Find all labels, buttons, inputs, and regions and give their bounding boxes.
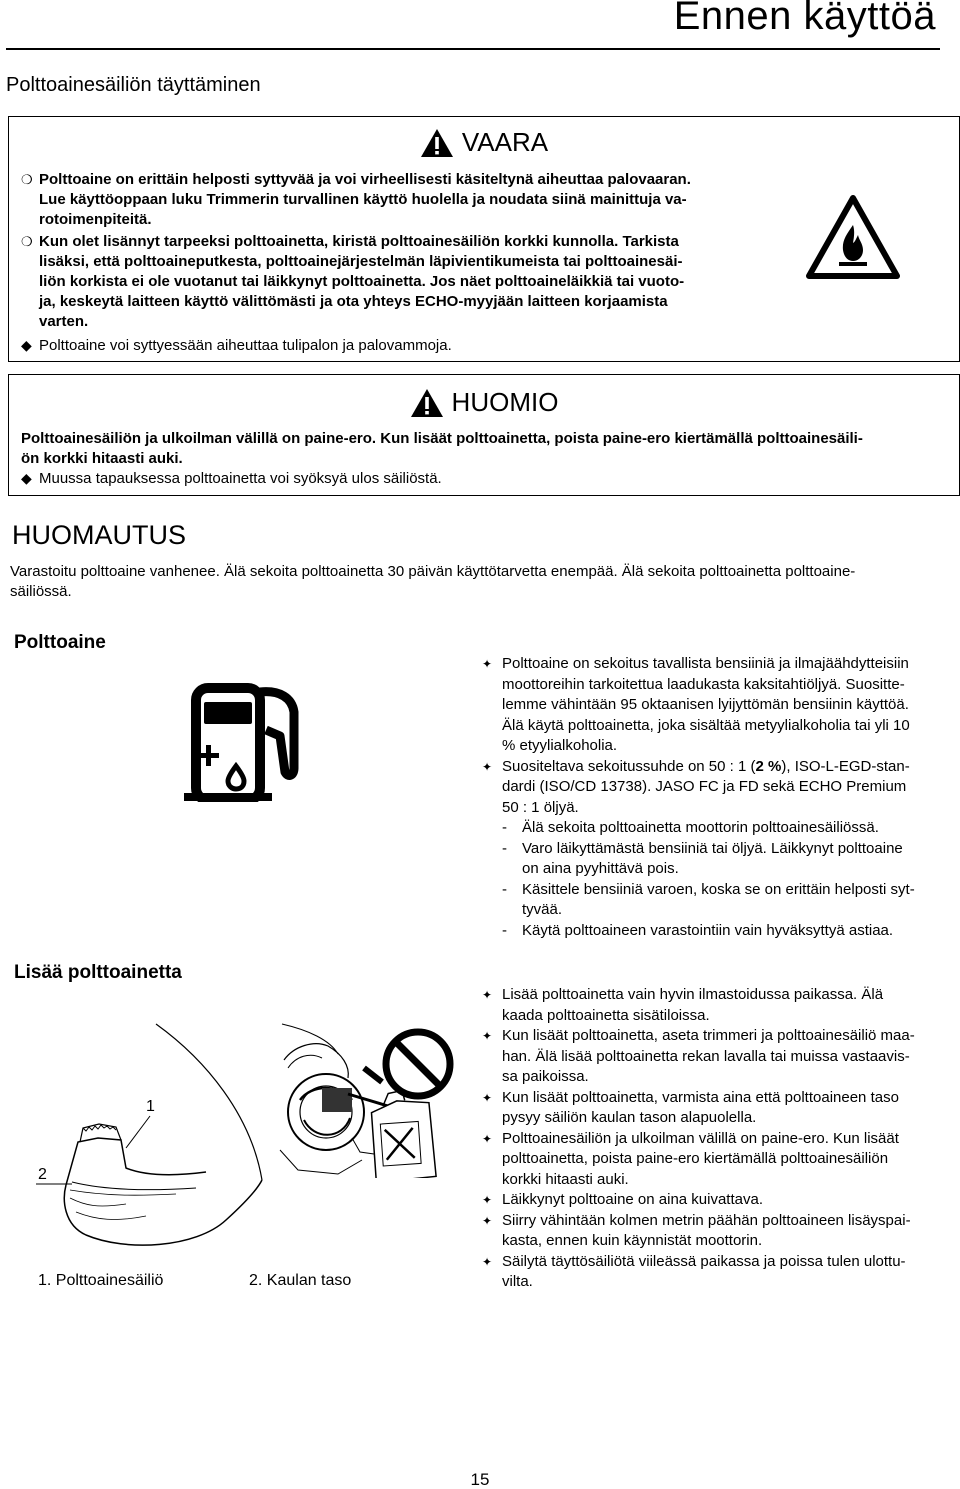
list-item: ✦ Polttoaine on sekoitus tavallista bensiiniä ja ilmajäähdytteisiin moottoreihin tarkoitettua laadukasta kaksitahtiöljyä. Suositte- lemme vähintään 95 oktaanisen lyijyttömän bensiinin käyttöä. Älä käytä polttoainetta, joka sisältää metyylialkoholia tai yli 10 % etyylialkoholia. — [482, 655, 910, 754]
danger-item-3: Polttoaine voi syttyessään aiheuttaa tulipalon ja palovammoja. — [39, 337, 452, 354]
figure-label-2: 2 — [38, 1166, 47, 1183]
notice-text: Varastoitu polttoaine vanhenee. Älä sekoita polttoainetta 30 päivän käyttötarvetta enempää. Älä sekoita polttoainetta polttoaine- säiliössä. — [10, 563, 856, 600]
bullet-icon: ✦ — [482, 1029, 493, 1043]
dash-item: - Älä sekoita polttoainetta moottorin polttoainesäiliössä. — [502, 819, 879, 836]
figure-label-1: 1 — [146, 1098, 155, 1115]
figure-caption-1: 1. Polttoainesäiliö — [38, 1272, 164, 1289]
list-item: ✦ Kun lisäät polttoainetta, aseta trimmeri ja polttoainesäiliö maa- han. Älä lisää polttoainetta rekan lavalla tai muissa vastaavis- sa paikoissa. — [482, 1027, 915, 1085]
list-item: ✦ Läikkynyt polttoaine on aina kuivattava. — [482, 1190, 960, 1211]
dash-item: - Varo läikyttämästä bensiiniä tai öljyä. Läikkynyt polttoaine on aina pyyhittävä pois. — [502, 839, 903, 877]
list-item: ✦ Suositeltava sekoitussuhde on 50 : 1 (2 %), ISO-L-EGD-stan- dardi (ISO/CD 13738). JASO FC ja FD sekä ECHO Premium 50 : 1 öljyä. — [482, 757, 910, 816]
caution-label: HUOMIO — [451, 387, 559, 417]
figure-caption-2: 2. Kaulan taso — [249, 1272, 352, 1289]
fuel-pump-icon — [184, 680, 314, 802]
danger-item-1: Polttoaine on erittäin helposti syttyvää ja voi virheellisesti käsiteltynä aiheuttaa palovaaran. Lue käyttöoppaan luku Trimmerin turvallinen käyttö huolella ja noudata siinä mainittuja va- rotoimenpiteitä. — [39, 171, 691, 228]
list-item: ✦ Polttoainesäiliön ja ulkoilman välillä on paine-ero. Kun lisäät polttoainetta, poista paine-ero kiertämällä polttoainesäiliön korkki hitaasti auki. — [482, 1129, 899, 1188]
page-number: 15 — [470, 1470, 490, 1489]
bullet-icon: ✦ — [482, 1213, 493, 1228]
bullet-icon: ✦ — [482, 657, 493, 671]
danger-box — [8, 116, 960, 362]
diamond-bullet-icon: ◆ — [21, 470, 32, 486]
bullet-icon: ✦ — [482, 988, 493, 1002]
warning-triangle-icon — [420, 128, 454, 158]
caution-signal — [9, 387, 959, 418]
add-fuel-list — [482, 985, 960, 1293]
warning-triangle-icon — [410, 388, 444, 418]
list-item: ✦ Säilytä täyttösäiliötä viileässä paikassa ja poissa tulen ulottu- vilta. — [482, 1252, 906, 1290]
notice-title: HUOMAUTUS — [12, 520, 186, 550]
header-rule — [6, 48, 940, 50]
fuel-list — [482, 654, 960, 941]
refuel-trimmer-illustration — [278, 1020, 458, 1178]
dash-item: - Käytä polttoaineen varastointiin vain hyväksyttyä astiaa. — [502, 921, 894, 939]
add-fuel-subtitle: Lisää polttoainetta — [14, 962, 182, 983]
bullet-icon: ✦ — [482, 1254, 493, 1269]
bullet-icon: ✦ — [482, 1131, 493, 1146]
section-title: Polttoainesäiliön täyttäminen — [6, 74, 261, 96]
bullet-icon: ✦ — [482, 1090, 493, 1105]
fuel-subtitle: Polttoaine — [14, 632, 106, 653]
caution-box — [8, 374, 960, 496]
caution-text: Polttoainesäiliön ja ulkoilman välillä on paine-ero. Kun lisäät polttoainetta, poista paine-ero kiertämällä polttoainesäili- ön korkki hitaasti auki. — [21, 430, 863, 467]
caution-item: Muussa tapauksessa polttoainetta voi syöksyä ulos säiliöstä. — [39, 470, 442, 487]
bullet-icon: ✦ — [482, 759, 493, 774]
list-item: ✦ Kun lisäät polttoainetta, varmista aina että polttoaineen taso pysyy säiliön kaulan tason alapuolella. — [482, 1088, 899, 1126]
danger-label: VAARA — [461, 127, 549, 157]
diamond-bullet-icon: ◆ — [21, 337, 32, 353]
page-header-title: Ennen käyttöä — [673, 0, 936, 38]
list-item: ✦ Lisää polttoainetta vain hyvin ilmastoidussa paikassa. Älä kaada polttoainetta sisätiloissa. — [482, 986, 884, 1024]
list-item: ✦ Siirry vähintään kolmen metrin päähän polttoaineen lisäyspai- kasta, ennen kuin käynnistät moottorin. — [482, 1211, 911, 1249]
fire-hazard-icon — [806, 195, 900, 279]
danger-item-2: Kun olet lisännyt tarpeeksi polttoainetta, kiristä polttoainesäiliön korkki kunnolla. Tarkista lisäksi, että polttoaineputkesta, polttoainejärjestelmän läpivientikumeista tai polttoainesäi- liön korkista ei ole vuotanut tai läikkynyt polttoainetta. Jos näet polttoaineläikkiä tai vuoto- ja, keskeytä laitteen käyttö välittömästi ja ota yhteys ECHO-myyjään laitteen korjaamista varten. — [39, 233, 685, 330]
fuel-tank-diagram — [36, 1020, 264, 1270]
bullet-icon: ❍ — [21, 234, 33, 249]
bullet-icon: ✦ — [482, 1193, 493, 1207]
danger-signal — [9, 127, 959, 158]
dash-item: - Käsittele bensiiniä varoen, koska se on erittäin helposti syt- tyvää. — [502, 880, 915, 918]
bullet-icon: ❍ — [21, 172, 33, 187]
